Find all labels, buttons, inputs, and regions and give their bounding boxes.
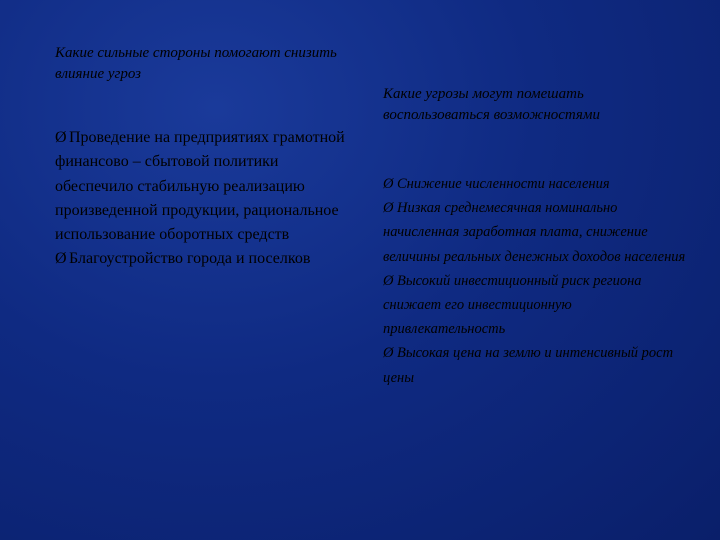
list-item	[383, 269, 693, 342]
list-item-text: Снижение численности населения	[397, 176, 610, 192]
list-item-text: Проведение на предприятиях грамотной финансово – сбытовой политики обеспечило стабильную реализацию произведенной продукции, рациональное использование оборотных средств	[55, 129, 345, 244]
threats-heading: Какие угрозы могут помешать воспользоваться возможностями	[383, 86, 600, 123]
arrow-bullet-icon: Ø	[383, 200, 394, 217]
list-item-text: Высокий инвестиционный риск региона снижает его инвестиционную привлекательность	[383, 272, 642, 338]
strengths-list	[55, 126, 355, 272]
list-item	[55, 247, 355, 271]
arrow-bullet-icon: Ø	[383, 345, 394, 362]
threats-list	[383, 172, 693, 390]
arrow-bullet-icon: Ø	[55, 250, 67, 268]
arrow-bullet-icon: Ø	[383, 272, 394, 289]
arrow-bullet-icon: Ø	[55, 129, 67, 146]
strengths-column	[55, 43, 355, 272]
list-item-text: Высокая цена на землю и интенсивный рост цены	[383, 345, 674, 386]
strengths-heading: Какие сильные стороны помогают снизить влияние угроз	[55, 45, 337, 82]
arrow-bullet-icon: Ø	[383, 176, 394, 192]
list-item-text: Благоустройство города и поселков	[69, 250, 311, 268]
list-item	[383, 196, 693, 269]
list-item	[383, 341, 693, 389]
list-item	[55, 126, 355, 247]
list-item	[383, 172, 693, 196]
list-item-text: Низкая среднемесячная номинально начисленная заработная плата, снижение величины реальных денежных доходов населения	[383, 200, 686, 265]
threats-column	[383, 84, 693, 390]
